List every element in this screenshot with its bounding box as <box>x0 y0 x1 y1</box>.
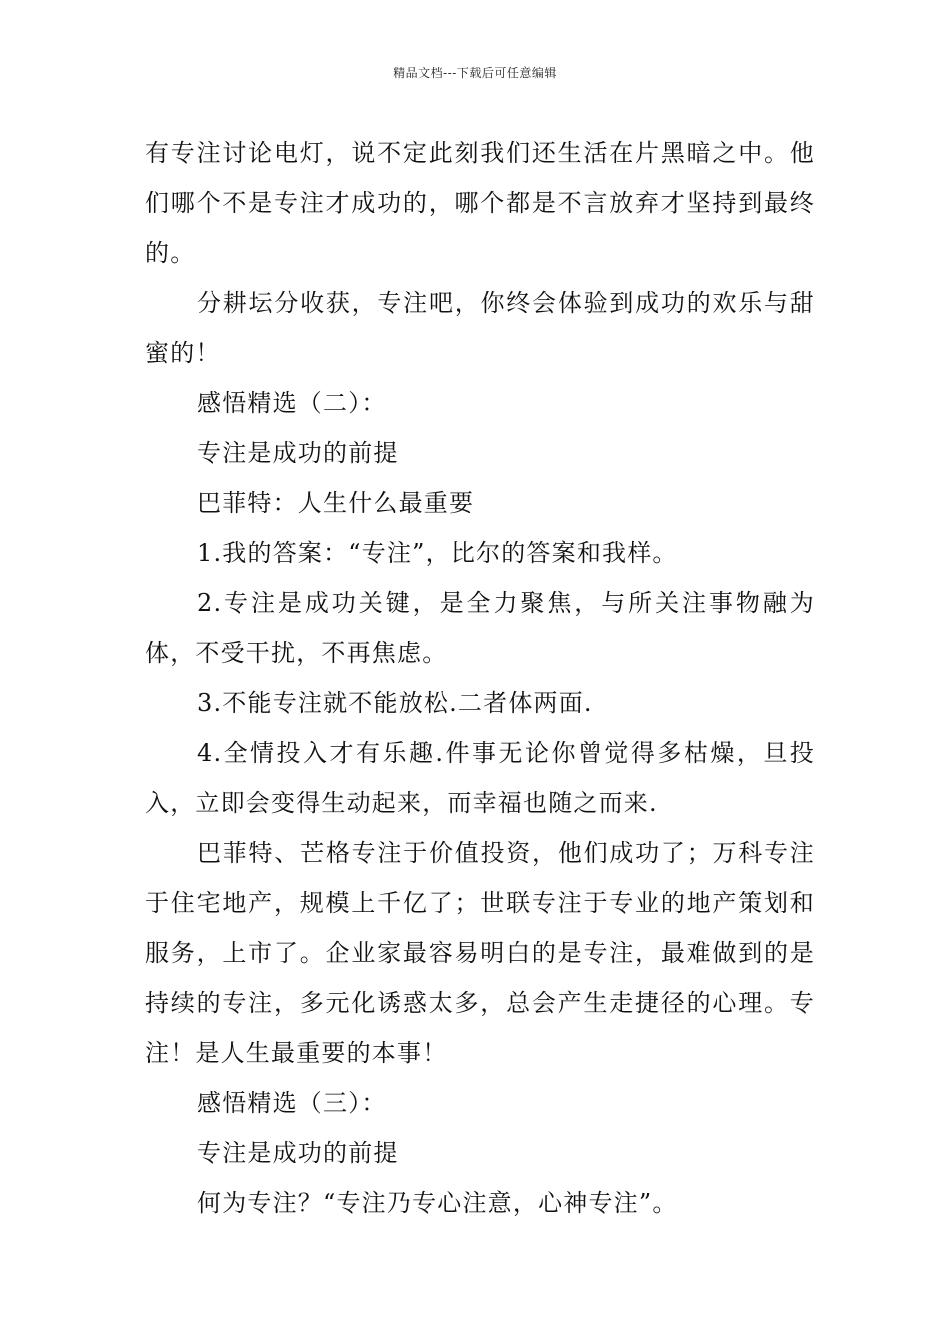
list-item-1: 1.我的答案：“专注”，比尔的答案和我样。 <box>197 539 678 567</box>
paragraph-5: 何为专注？“专注乃专心注意，心神专注”。 <box>197 1189 678 1217</box>
list-item-2: 2.专注是成功关键，是全力聚焦，与所关注事物融为体，不受干扰，不再焦虑。 <box>145 589 815 667</box>
section-heading-3: 感悟精选（三）： <box>197 1089 387 1117</box>
paragraph-2: 分耕坛分收获，专注吧，你终会体验到成功的欢乐与甜蜜的！ <box>145 289 815 367</box>
subtitle-3: 专注是成功的前提 <box>197 1139 399 1167</box>
page-header: 精品文档---下载后可任意编辑 <box>393 66 557 80</box>
document-body <box>145 128 815 1228</box>
list-item-4: 4.全情投入才有乐趣.件事无论你曾觉得多枯燥，旦投入，立即会变得生动起来，而幸福也随之而来. <box>145 739 815 817</box>
list-item-3: 3.不能专注就不能放松.二者体两面. <box>197 689 593 717</box>
section-heading-2: 感悟精选（二）： <box>197 389 387 417</box>
subtitle-2: 专注是成功的前提 <box>197 439 399 467</box>
paragraph-4: 巴菲特、芒格专注于价值投资，他们成功了；万科专注于住宅地产，规模上千亿了；世联专注于专业的地产策划和服务，上市了。企业家最容易明白的是专注，最难做到的是持续的专注，多元化诱惑太多，总会产生走捷径的心理。专注！是人生最重要的本事！ <box>145 839 815 1067</box>
paragraph-1: 有专注讨论电灯，说不定此刻我们还生活在片黑暗之中。他们哪个不是专注才成功的，哪个都是不言放弃才坚持到最终的。 <box>145 139 815 267</box>
paragraph-3: 巴菲特：人生什么最重要 <box>197 489 475 517</box>
